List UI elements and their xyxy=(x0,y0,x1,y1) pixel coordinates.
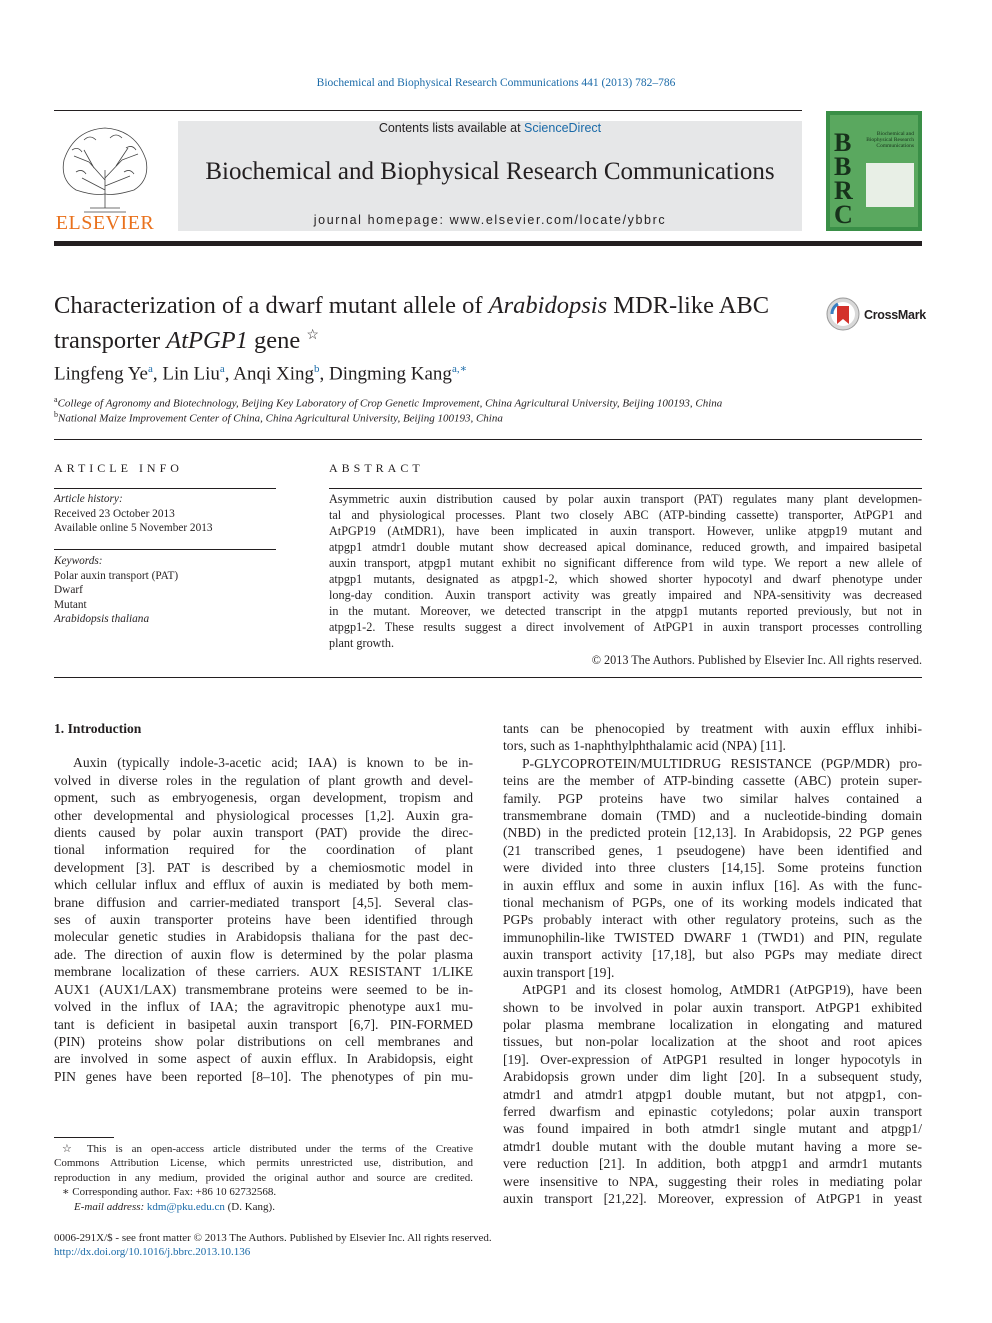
body-line: shown to be involved in polar auxin transport. AtPGP1 exhibited xyxy=(503,999,922,1015)
title-text: Characterization of a dwarf mutant allele of xyxy=(54,292,489,319)
title-italic: AtPGP1 xyxy=(166,327,248,355)
author-name: Lingfeng Ye xyxy=(54,363,148,385)
body-line: ferred dwarfism and epinastic cotyledons; polar auxin transport xyxy=(503,1103,922,1119)
abstract-line: AtPGP19 (AtMDR1), have been implicated in auxin transport. However, unlike atpgp19 mutant and xyxy=(329,524,922,538)
journal-homepage[interactable]: journal homepage: www.elsevier.com/locate/ybbrc xyxy=(313,213,667,227)
divider xyxy=(54,549,276,550)
header-thick-rule xyxy=(54,241,922,246)
body-line: tants can be phenocopied by treatment with auxin efflux inhibi- xyxy=(503,721,922,736)
body-line: opment, such as embryogenesis, organ development, tropism and xyxy=(54,790,473,806)
divider xyxy=(54,488,276,489)
affiliation-mark: b xyxy=(54,410,58,419)
body-line: are involved in some aspect of auxin efflux. In Arabidopsis, eight xyxy=(54,1051,473,1067)
section-heading: 1. Introduction xyxy=(54,721,142,736)
article-history xyxy=(54,492,276,536)
cover-text: Biochemical and Biophysical Research Communications xyxy=(866,131,914,149)
cover-letter: C xyxy=(834,200,853,229)
cover-letter: B xyxy=(834,152,852,181)
body-line: auxin transport activity [17,18], but also PGPs may mediate direct xyxy=(503,947,922,963)
abstract-heading: ABSTRACT xyxy=(329,461,424,475)
body-line: tional mechanism of PGPs, one of its working models indicated that xyxy=(503,895,922,911)
body-line: (21 transcribed genes, 1 pseudogene) have been identified and xyxy=(503,842,922,858)
body-line: ses of auxin transporter proteins have been identified through xyxy=(54,912,473,928)
body-line: transmembrane domain (TMD) and a nucleotide-binding domain xyxy=(503,808,922,824)
author-name: Anqi Xing xyxy=(233,363,314,385)
body-line: auxin transport [19]. xyxy=(503,964,615,980)
body-line: tissues, but non-polar localization at the shoot and root apices xyxy=(503,1034,922,1050)
crossmark-icon[interactable] xyxy=(826,297,860,331)
author-list: Lingfeng Ye$^a$, Lin Liu$^a$, Anqi Xing$^b$, Dingming Kang$^{a,∗}$ xyxy=(54,363,468,385)
body-line: P-GLYCOPROTEIN/MULTIDRUG RESISTANCE (PGP/MDR) pro- xyxy=(522,755,922,771)
abstract-line: long-day condition. Auxin transport activity was greatly impaired and NPA-sensitivity was decreased xyxy=(329,588,922,602)
keywords xyxy=(54,554,276,627)
email-label: E-mail address: xyxy=(74,1200,147,1213)
body-line: other developmental and physiological processes [1,2]. Auxin gra- xyxy=(54,807,473,823)
body-line: Auxin (typically indole-3-acetic acid; IAA) is known to be in- xyxy=(73,755,473,771)
cover-letter: B xyxy=(834,128,852,157)
body-line: Arabidopsis grown under dim light [20]. In a subsequent study, xyxy=(503,1069,922,1085)
elsevier-wordmark: ELSEVIER xyxy=(55,212,155,234)
email-line xyxy=(54,1200,473,1214)
body-line: family. PGP proteins have two similar halves contained a xyxy=(503,790,922,806)
sciencedirect-link[interactable]: ScienceDirect xyxy=(524,121,602,135)
footnote-line: Commons Attribution License, which permits unrestricted use, distribution, and xyxy=(54,1157,473,1170)
body-line: tant is deficient in basipetal auxin transport [6,7]. PIN-FORMED xyxy=(54,1016,473,1032)
author-affiliation-mark[interactable]: a,∗ xyxy=(451,363,468,375)
title-footnote-star[interactable]: ☆ xyxy=(306,328,319,343)
body-line: (NBD) in the predicted protein [12,13]. In Arabidopsis, 22 PGP genes xyxy=(503,825,922,841)
divider xyxy=(329,488,922,489)
keyword: Mutant xyxy=(54,598,87,611)
author-affiliation-mark[interactable]: b xyxy=(313,363,320,375)
crossmark-label[interactable]: CrossMark xyxy=(864,308,926,322)
keyword: Polar auxin transport (PAT) xyxy=(54,569,179,582)
author-name: Dingming Kang xyxy=(328,363,452,385)
cover-inner xyxy=(830,115,918,227)
body-line: polar plasma membrane localization in elongating and matured xyxy=(503,1016,922,1032)
body-line: volved in the influx of IAA; the agravitropic phenotype aux1 mu- xyxy=(54,999,473,1015)
body-line: in auxin efflux and some in auxin influx [16]. As with the func- xyxy=(503,877,922,893)
header-rule xyxy=(54,110,802,111)
keyword: Dwarf xyxy=(54,584,83,597)
abstract-copyright: © 2013 The Authors. Published by Elsevier Inc. All rights reserved. xyxy=(591,653,922,667)
affiliation-text: College of Agronomy and Biotechnology, Beijing Key Laboratory of Crop Genetic Improvement, China Agricultural University, Beijing 100193, China xyxy=(57,397,723,410)
journal-cover xyxy=(826,111,922,231)
body-line: [19]. Over-expression of AtPGP1 resulted in longer hypocotyls in xyxy=(503,1051,922,1067)
spacer xyxy=(54,737,473,754)
body-line: was found impaired in both atmdr1 single mutant and atpgp1/ xyxy=(503,1121,922,1137)
received-date: Received 23 October 2013 xyxy=(54,507,175,520)
body-line: ade. The direction of auxin flow is determined by the polar plasma xyxy=(54,946,473,962)
title-text: MDR-like ABC xyxy=(607,292,770,319)
title-text: gene xyxy=(247,327,301,355)
abstract-body xyxy=(329,491,922,651)
left-column xyxy=(54,720,473,1085)
body-line: volved in diverse roles in the regulation of plant growth and devel- xyxy=(54,772,473,788)
body-line: were insensitive to NPA, suggesting their roles in mediating polar xyxy=(503,1173,922,1189)
body-line: PGPs probably interact with other regulatory proteins, such as the xyxy=(503,912,922,928)
body-line: tors, such as 1-naphthylphthalamic acid (NPA) [11]. xyxy=(503,738,786,754)
body-line: AtPGP1 and its closest homolog, AtMDR1 (AtPGP19), have been xyxy=(522,982,922,998)
affiliation xyxy=(54,410,914,425)
article-info-heading: ARTICLE INFO xyxy=(54,461,183,475)
body-line: molecular genetic studies in Arabidopsis thaliana for the past dec- xyxy=(54,929,473,945)
divider xyxy=(54,439,922,440)
issn-line: 0006-291X/$ - see front matter © 2013 The Authors. Published by Elsevier Inc. All rights reserved. xyxy=(54,1232,492,1244)
title-text: transporter xyxy=(54,327,167,355)
title-italic: Arabidopsis xyxy=(488,292,608,319)
footnote-line: reproduction in any medium, provided the original author and source are credited. xyxy=(54,1171,473,1184)
abstract-line: atpgp1 atmdr1 double mutant show decreased apical dominance, reduced growth, and impaired basipetal xyxy=(329,540,922,554)
body-line: which cellular influx and efflux of auxin is mediated by both mem- xyxy=(54,877,473,893)
cover-letter: R xyxy=(834,176,853,205)
contents-line xyxy=(178,121,802,135)
footnote-line: ☆ This is an open-access article distributed under the terms of the Creative xyxy=(62,1143,473,1155)
body-line: development [3]. PAT is described by a chemiosmotic model in xyxy=(54,859,473,875)
body-line: were divided into three clusters [14,15]. Some proteins function xyxy=(503,860,922,876)
affiliation-text: National Maize Improvement Center of China, China Agricultural University, Beijing 100193, China xyxy=(58,412,503,425)
body-line: membrane localization of these carriers. AUX RESISTANT 1/LIKE xyxy=(54,964,473,980)
author-affiliation-mark[interactable]: a xyxy=(147,363,153,375)
author-name: Lin Liu xyxy=(162,363,220,385)
affiliation xyxy=(54,395,914,410)
email-suffix: (D. Kang). xyxy=(224,1200,275,1213)
keywords-label: Keywords: xyxy=(54,555,103,567)
body-line: dients caused by polar auxin transport (PAT) provide the direc- xyxy=(54,825,473,841)
body-line: brane diffusion and carrier-mediated transport [4,5]. Several clas- xyxy=(54,894,473,910)
doi-link[interactable]: http://dx.doi.org/10.1016/j.bbrc.2013.10.136 xyxy=(54,1246,251,1259)
history-label: Article history: xyxy=(54,493,123,505)
body-line: tional information required for the coordination of plant xyxy=(54,842,473,858)
body-line: atmdr1 and atmdr1 atpgp1 double mutant, but not atpgp1, con- xyxy=(503,1086,922,1102)
abstract-line: atpgp1-2. These results suggest a direct involvement of AtPGP1 in auxin transport processes controlling xyxy=(329,620,922,634)
body-line: immunophilin-like TWISTED DWARF 1 (TWD1) and PIN, regulate xyxy=(503,929,922,945)
abstract-line: auxin transport, atpgp1 mutant exhibit no significant difference from wild type. We report a new allele of xyxy=(329,556,922,570)
body-line: atmdr1 double mutant with the double mutant having a more se- xyxy=(503,1138,922,1154)
bottom-info xyxy=(54,1231,654,1260)
author-affiliation-mark[interactable]: a xyxy=(219,363,225,375)
cover-image xyxy=(866,163,914,207)
journal-title: Biochemical and Biophysical Research Communications xyxy=(205,158,775,185)
body-line: vere reduction [21]. In addition, both atpgp1 and armdr1 mutants xyxy=(503,1156,922,1172)
body-line: auxin transport [21,22]. Moreover, expression of AtPGP1 in yeast xyxy=(503,1190,922,1206)
divider xyxy=(54,677,922,678)
footnote-rule xyxy=(54,1137,114,1138)
affiliation-mark: a xyxy=(54,395,58,404)
body-line: PIN genes have been reported [8–10]. The phenotypes of pin mu- xyxy=(54,1068,473,1084)
footnote-line: ∗ Corresponding author. Fax: +86 10 62732568. xyxy=(62,1186,277,1199)
article-title xyxy=(54,291,814,356)
body-line: teins are the member of ATP-binding cassette (ABC) protein super- xyxy=(503,773,922,789)
email-link[interactable]: kdm@pku.edu.cn xyxy=(146,1200,225,1213)
available-date: Available online 5 November 2013 xyxy=(54,522,213,535)
right-column xyxy=(503,720,922,1207)
keyword: Arabidopsis thaliana xyxy=(54,613,150,626)
body-line: (PIN) proteins show polar distributions on cell membranes and xyxy=(54,1033,473,1049)
abstract-line: in the mutant. Moreover, we detected transcript in the atpgp1 mutants reported previously, but not in xyxy=(329,604,922,618)
abstract-line: atpgp1 mutants, designated as atpgp1-2, which showed shorter hypocotyl and dwarf phenotype under xyxy=(329,572,922,586)
contents-prefix: Contents lists available at xyxy=(378,121,525,135)
journal-reference[interactable]: Biochemical and Biophysical Research Communications 441 (2013) 782–786 xyxy=(316,77,676,89)
footnotes xyxy=(54,1142,473,1214)
body-line: AUX1 (AUX1/LAX) transmembrane proteins were seemed to be in- xyxy=(54,981,473,997)
abstract-line: plant growth. xyxy=(329,636,394,650)
abstract-line: Asymmetric auxin distribution caused by polar auxin transport (PAT) regulates many plant developmen- xyxy=(329,492,922,506)
cover-letters xyxy=(834,128,853,229)
abstract-line: tal and physiological processes. Plant two closely ABC (ATP-binding cassette) transporter, AtPGP1 and xyxy=(329,508,922,522)
